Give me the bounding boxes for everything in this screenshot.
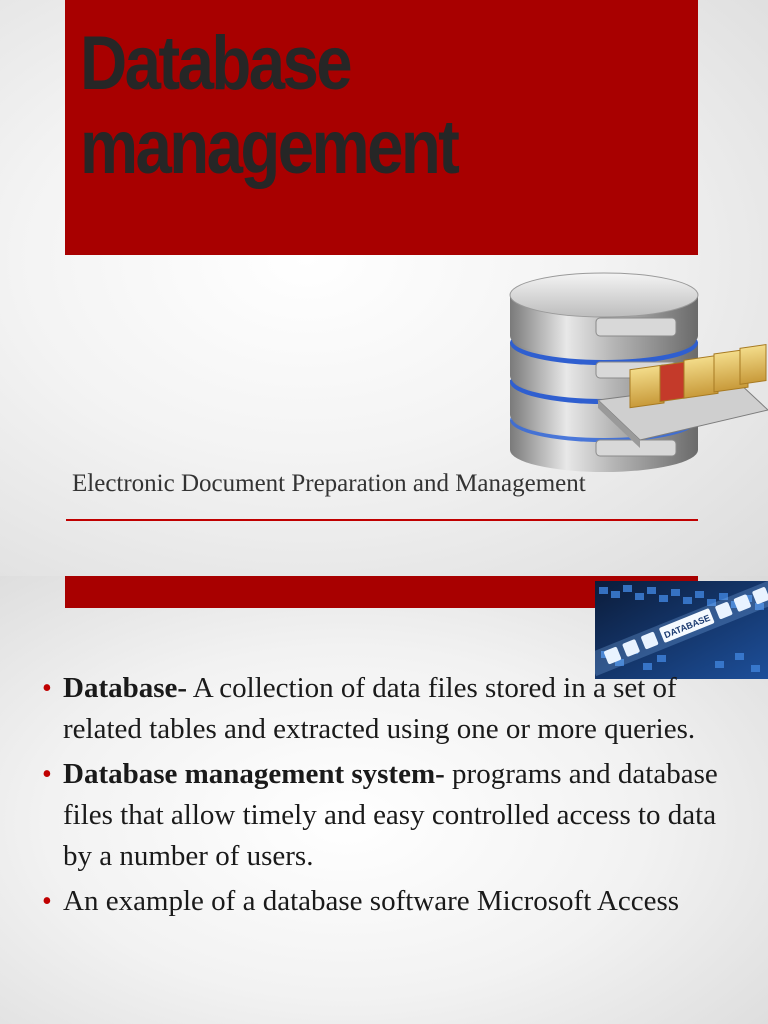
bullet-item-dbms [42,754,722,877]
bullet-marker: • [42,886,52,917]
bullet-marker: • [42,759,52,790]
bullet-text: programs and database files that allow timely and easy controlled access to data by a number of users. [63,758,718,872]
database-server-icon [500,270,768,480]
database-photo [595,581,768,679]
slide-subtitle: Electronic Document Preparation and Management [72,470,586,497]
divider [66,519,698,521]
bullet-item-database [42,668,722,750]
bullet-text: A collection of data files stored in a set of related tables and extracted using one or more queries. [63,672,696,745]
bullet-list [42,668,722,926]
bullet-text: An example of a database software Microsoft Access [63,885,680,917]
bullet-term: Database management system- [63,758,445,790]
slide-title: Database management [80,21,458,190]
content-slide [0,576,768,1024]
bullet-item-example [42,881,722,922]
bullet-marker: • [42,673,52,704]
photo-caption: DATABASE [662,612,712,641]
bullet-term: Database- [63,672,188,704]
